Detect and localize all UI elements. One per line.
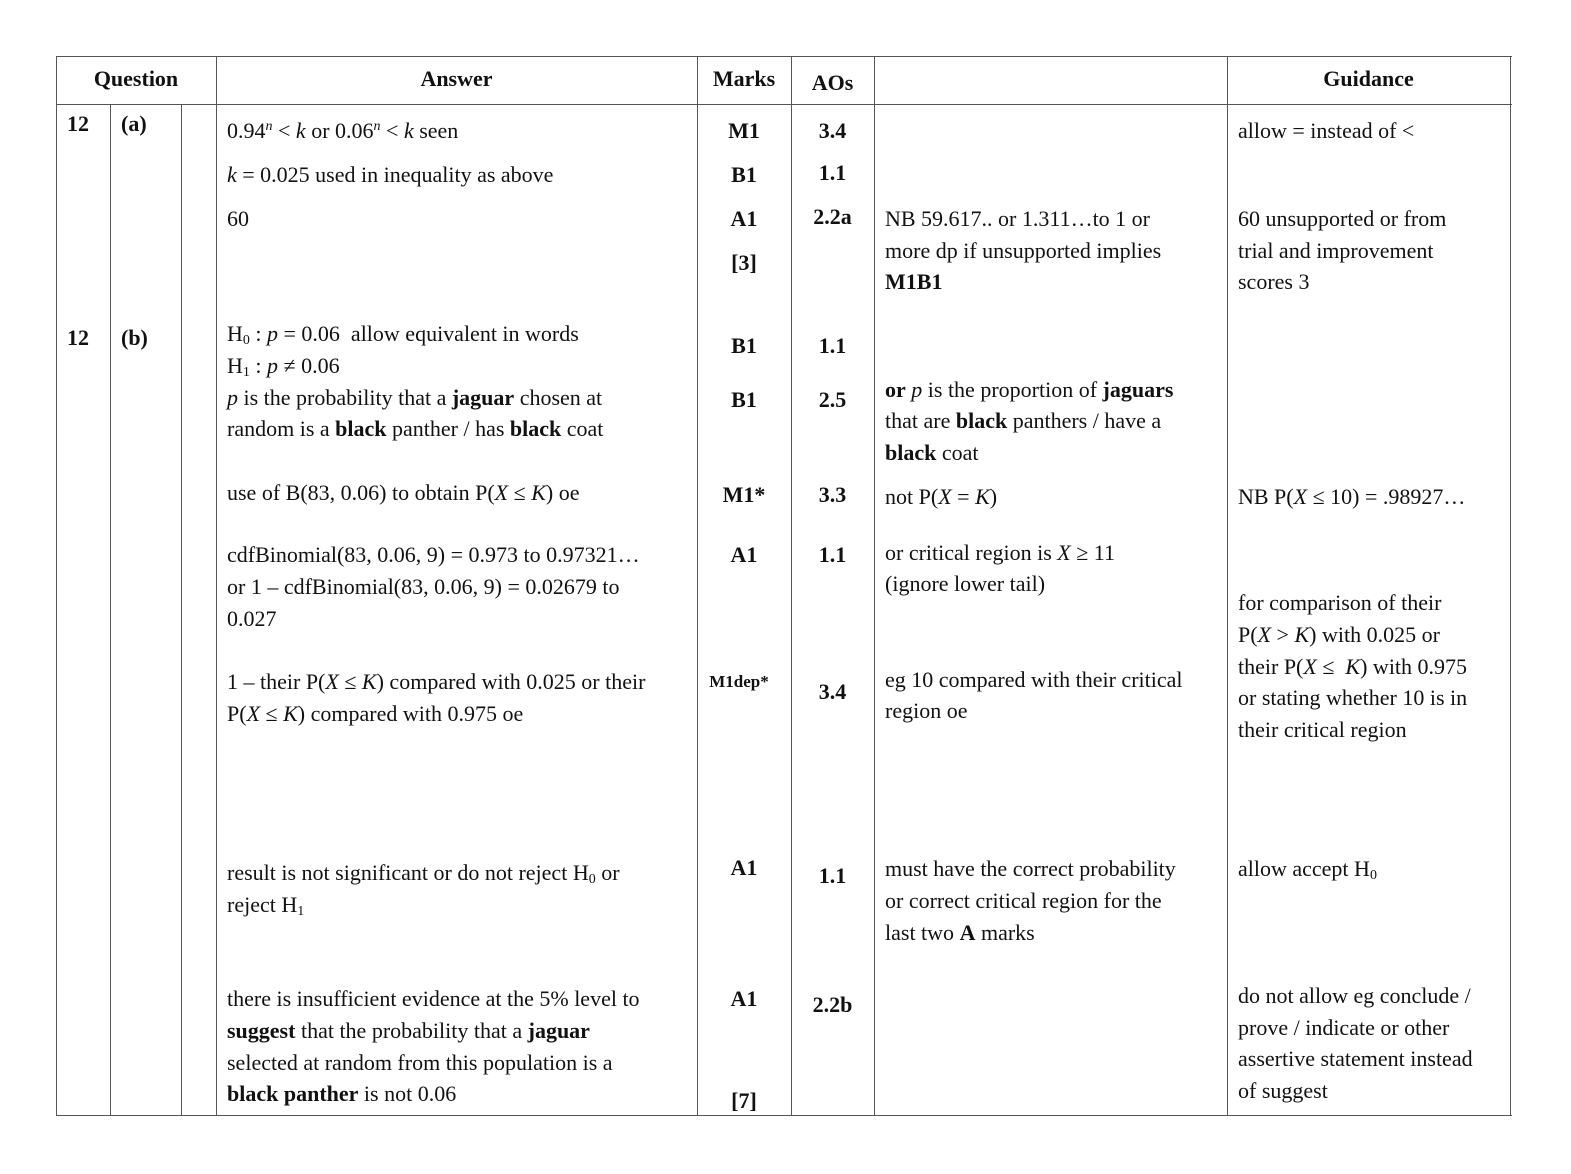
answer-b-3-line-1: 1 – their P(X ≤ K) compared with 0.025 or their	[227, 669, 646, 694]
header-aos: AOs	[811, 70, 854, 95]
question-number-a: 12	[67, 111, 89, 136]
guidance-a-3-line-2: trial and improvement	[1238, 238, 1434, 263]
answer-a-3: 60	[227, 206, 249, 231]
ao-b-1: 3.3	[818, 482, 847, 507]
note-a-3-line-3: M1B1	[885, 269, 943, 294]
note-b-3-line-1: eg 10 compared with their critical	[885, 667, 1183, 692]
table-top-border	[56, 56, 1512, 57]
ao-a-2: 1.1	[818, 160, 847, 185]
answer-b-1: use of B(83, 0.06) to obtain P(X ≤ K) oe	[227, 480, 580, 505]
header-answer: Answer	[420, 66, 493, 91]
mark-a-3: A1	[730, 206, 758, 231]
mark-b-4: A1	[730, 855, 758, 880]
answer-b-5-line-1: there is insufficient evidence at the 5% level to	[227, 986, 640, 1011]
header-marks: Marks	[712, 66, 776, 91]
note-b-4-line-1: must have the correct probability	[885, 856, 1176, 881]
guidance-b-5-line-2: prove / indicate or other	[1238, 1015, 1450, 1040]
note-b-2-line-2: (ignore lower tail)	[885, 571, 1046, 596]
answer-b-2-line-2: or 1 – cdfBinomial(83, 0.06, 9) = 0.02679 to	[227, 574, 620, 599]
answer-a-1: $0.94^n < k$ or $0.06^n < k$ seen	[227, 118, 459, 143]
mark-b-1: M1*	[722, 482, 766, 507]
question-part-b: (b)	[121, 325, 148, 350]
ao-b-5: 2.2b	[812, 992, 853, 1017]
question-part-a: (a)	[121, 111, 147, 136]
answer-b-2-line-3: 0.027	[227, 606, 277, 631]
answer-b-4-line-2: reject $H_1$	[227, 892, 305, 919]
ao-b-pdef: 2.5	[818, 387, 847, 412]
note-a-3-line-1: NB 59.617.. or 1.311…to 1 or	[885, 206, 1151, 231]
guidance-a-3-line-3: scores 3	[1238, 269, 1310, 294]
col-border-qnum	[110, 104, 111, 1116]
guidance-b-4: allow accept $H_0$	[1238, 856, 1377, 883]
answer-b-5-line-4: black panther is not 0.06	[227, 1081, 457, 1106]
col-border-aos	[874, 56, 875, 1116]
mark-b-hyp: B1	[731, 333, 757, 358]
ao-b-hyp: 1.1	[818, 333, 847, 358]
guidance-b-5-line-3: assertive statement instead	[1238, 1046, 1473, 1071]
mark-b-5: A1	[730, 986, 758, 1011]
guidance-b-5-line-1: do not allow eg conclude /	[1238, 983, 1471, 1008]
mark-a-2: B1	[731, 162, 757, 187]
answer-b-2-line-1: cdfBinomial(83, 0.06, 9) = 0.973 to 0.97321…	[227, 542, 640, 567]
col-border-right	[1510, 56, 1511, 1116]
mark-b-3: M1dep*	[709, 672, 769, 691]
col-border-qpart	[181, 104, 182, 1116]
note-b-pdef-line-2: that are black panthers / have a	[885, 408, 1162, 433]
answer-b-h0: $H_0$ : p = 0.06 allow equivalent in words	[227, 321, 579, 348]
guidance-b-5-line-4: of suggest	[1238, 1078, 1328, 1103]
mark-b-2: A1	[730, 542, 758, 567]
answer-b-3-line-2: P(X ≤ K) compared with 0.975 oe	[227, 701, 524, 726]
answer-a-2: k = 0.025 used in inequality as above	[227, 162, 554, 187]
ao-b-3: 3.4	[818, 679, 847, 704]
note-b-pdef-line-1: or p is the proportion of jaguars	[885, 377, 1174, 402]
guidance-b-3-line-4: or stating whether 10 is in	[1238, 685, 1468, 710]
guidance-a-3-line-1: 60 unsupported or from	[1238, 206, 1447, 231]
total-a: [3]	[731, 250, 757, 275]
guidance-b-3-line-2: P(X > K) with 0.025 or	[1238, 622, 1440, 647]
note-b-4-line-2: or correct critical region for the	[885, 888, 1162, 913]
guidance-b-3-line-1: for comparison of their	[1238, 590, 1442, 615]
col-border-notes	[1227, 56, 1228, 1116]
answer-b-pdef-line-1: p is the probability that a jaguar chosen at	[227, 385, 603, 410]
guidance-b-1: NB P(X ≤ 10) = .98927…	[1238, 484, 1466, 509]
header-question: Question	[93, 66, 179, 91]
answer-b-5-line-3: selected at random from this population is a	[227, 1050, 613, 1075]
col-border-question	[216, 56, 217, 1116]
guidance-a-1: allow = instead of <	[1238, 118, 1415, 143]
note-b-2-line-1: or critical region is X ≥ 11	[885, 540, 1115, 565]
note-b-pdef-line-3: black coat	[885, 440, 979, 465]
header-bottom-border	[56, 104, 1512, 105]
ao-a-1: 3.4	[818, 118, 847, 143]
answer-b-5-line-2: suggest that the probability that a jaguar	[227, 1018, 590, 1043]
guidance-b-3-line-3: their P(X ≤ K) with 0.975	[1238, 654, 1468, 679]
ao-b-4: 1.1	[818, 863, 847, 888]
question-number-b: 12	[67, 325, 89, 350]
ao-b-2: 1.1	[818, 542, 847, 567]
mark-a-1: M1	[728, 118, 760, 143]
note-a-3-line-2: more dp if unsupported implies	[885, 238, 1162, 263]
ao-a-3: 2.2a	[813, 204, 852, 229]
answer-b-4-line-1: result is not significant or do not reject $H_0$ or	[227, 860, 620, 887]
mark-b-pdef: B1	[731, 387, 757, 412]
header-guidance: Guidance	[1323, 66, 1414, 91]
answer-b-pdef-line-2: random is a black panther / has black coat	[227, 416, 604, 441]
col-border-left	[56, 56, 57, 1116]
note-b-1: not P(X = K)	[885, 484, 998, 509]
total-b: [7]	[731, 1088, 757, 1113]
note-b-3-line-2: region oe	[885, 698, 968, 723]
answer-b-h1: $H_1$ : p ≠ 0.06	[227, 353, 340, 380]
note-b-4-line-3: last two A marks	[885, 920, 1035, 945]
guidance-b-3-line-5: their critical region	[1238, 717, 1407, 742]
